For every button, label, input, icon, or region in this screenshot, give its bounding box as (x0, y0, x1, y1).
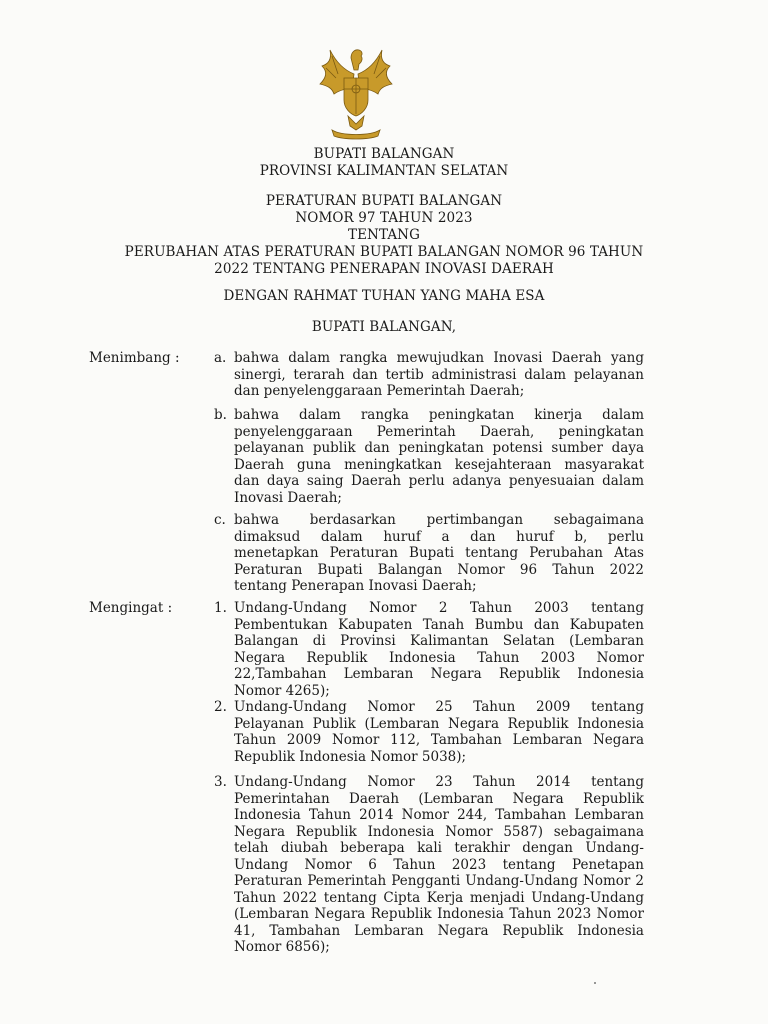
regulation-number: NOMOR 97 TAHUN 2023 (295, 210, 473, 226)
item-marker: 3. (214, 774, 227, 790)
issuer-province: PROVINSI KALIMANTAN SELATAN (259, 163, 509, 179)
text-line: pelayanan publik dan peningkatan potensi sumber daya (234, 440, 644, 456)
text-line: tentang Penerapan Inovasi Daerah; (234, 578, 477, 594)
text-line: Undang-Undang Nomor 23 Tahun 2014 tentang (234, 774, 644, 790)
text-line: 22,Tambahan Lembaran Negara Republik Indonesia (234, 666, 644, 682)
opening-authority: BUPATI BALANGAN, (311, 319, 457, 335)
item-marker: a. (214, 350, 227, 366)
opening-grace: DENGAN RAHMAT TUHAN YANG MAHA ESA (223, 288, 545, 304)
text-line: Undang-Undang Nomor 2 Tahun 2003 tentang (234, 600, 644, 616)
text-line: Daerah guna meningkatkan kesejahteraan masyarakat (234, 456, 644, 473)
text-line: Balangan di Provinsi Kalimantan Selatan (Lembaran (234, 633, 644, 649)
mengingat-item-1 (214, 600, 644, 699)
item-marker: 2. (214, 699, 227, 715)
regulation-about: TENTANG (348, 227, 420, 243)
scan-speck (594, 982, 596, 984)
text-line: sinergi, terarah dan tertib administrasi dalam pelayanan (234, 366, 644, 383)
text-line: Peraturan Pemerintah Pengganti Undang-Undang Nomor 2 (234, 873, 644, 889)
text-line: dan penyelenggaraan Pemerintah Daerah; (234, 383, 525, 399)
item-marker: 1. (214, 600, 227, 616)
text-line: (Lembaran Negara Republik Indonesia Tahun 2023 Nomor (234, 906, 644, 922)
regulation-title: PERATURAN BUPATI BALANGAN (265, 193, 503, 209)
text-line: Undang Nomor 6 Tahun 2023 tentang Penetapan (234, 856, 644, 873)
item-marker: c. (214, 512, 226, 528)
mengingat-label: Mengingat : (89, 600, 173, 616)
text-line: bahwa dalam rangka mewujudkan Inovasi Daerah yang (234, 350, 644, 366)
text-line: Pemerintahan Daerah (Lembaran Negara Republik (234, 790, 644, 807)
regulation-heading (0, 193, 768, 278)
text-line: menetapkan Peraturan Bupati tentang Perubahan Atas (234, 545, 644, 561)
text-line: Tahun 2022 tentang Cipta Kerja menjadi Undang-Undang (234, 889, 644, 906)
regulation-subject-line2: 2022 TENTANG PENERAPAN INOVASI DAERAH (214, 261, 554, 277)
text-line: Nomor 4265); (234, 682, 330, 699)
menimbang-item-a (214, 350, 644, 400)
text-line: bahwa dalam rangka peningkatan kinerja dalam (234, 407, 644, 423)
text-line: 41, Tambahan Lembaran Negara Republik Indonesia (234, 922, 644, 939)
text-line: Tahun 2009 Nomor 112, Tambahan Lembaran Negara (234, 732, 644, 748)
menimbang-label: Menimbang : (89, 350, 180, 366)
text-line: Republik Indonesia Nomor 5038); (234, 748, 467, 765)
garuda-emblem-icon (318, 44, 394, 140)
regulation-subject-line1: PERUBAHAN ATAS PERATURAN BUPATI BALANGAN NOMOR 96 TAHUN (124, 244, 644, 260)
text-line: Peraturan Bupati Balangan Nomor 96 Tahun 2022 (234, 561, 644, 578)
text-line: Pembentukan Kabupaten Tanah Bumbu dan Kabupaten (234, 616, 644, 633)
text-line: dimaksud dalam huruf a dan huruf b, perlu (234, 528, 644, 545)
text-line: bahwa berdasarkan pertimbangan sebagaimana (234, 512, 644, 528)
text-line: penyelenggaraan Pemerintah Daerah, peningkatan (234, 423, 644, 440)
menimbang-item-b (214, 407, 644, 506)
mengingat-item-3 (214, 774, 644, 956)
item-marker: b. (214, 407, 227, 423)
text-line: Indonesia Tahun 2014 Nomor 244, Tambahan Lembaran (234, 807, 644, 823)
text-line: dan daya saing Daerah perlu adanya penyesuaian dalam (234, 473, 644, 489)
menimbang-item-c (214, 512, 644, 595)
issuer-title: BUPATI BALANGAN (313, 146, 455, 162)
issuer-heading (0, 146, 768, 180)
text-line: telah diubah beberapa kali terakhir dengan Undang- (234, 840, 644, 856)
text-line: Negara Republik Indonesia Nomor 5587) sebagaimana (234, 823, 644, 840)
text-line: Nomor 6856); (234, 939, 330, 955)
mengingat-item-2 (214, 699, 644, 765)
text-line: Negara Republik Indonesia Tahun 2003 Nomor (234, 649, 644, 666)
text-line: Undang-Undang Nomor 25 Tahun 2009 tentang (234, 699, 644, 715)
text-line: Inovasi Daerah; (234, 489, 342, 506)
text-line: Pelayanan Publik (Lembaran Negara Republik Indonesia (234, 715, 644, 732)
